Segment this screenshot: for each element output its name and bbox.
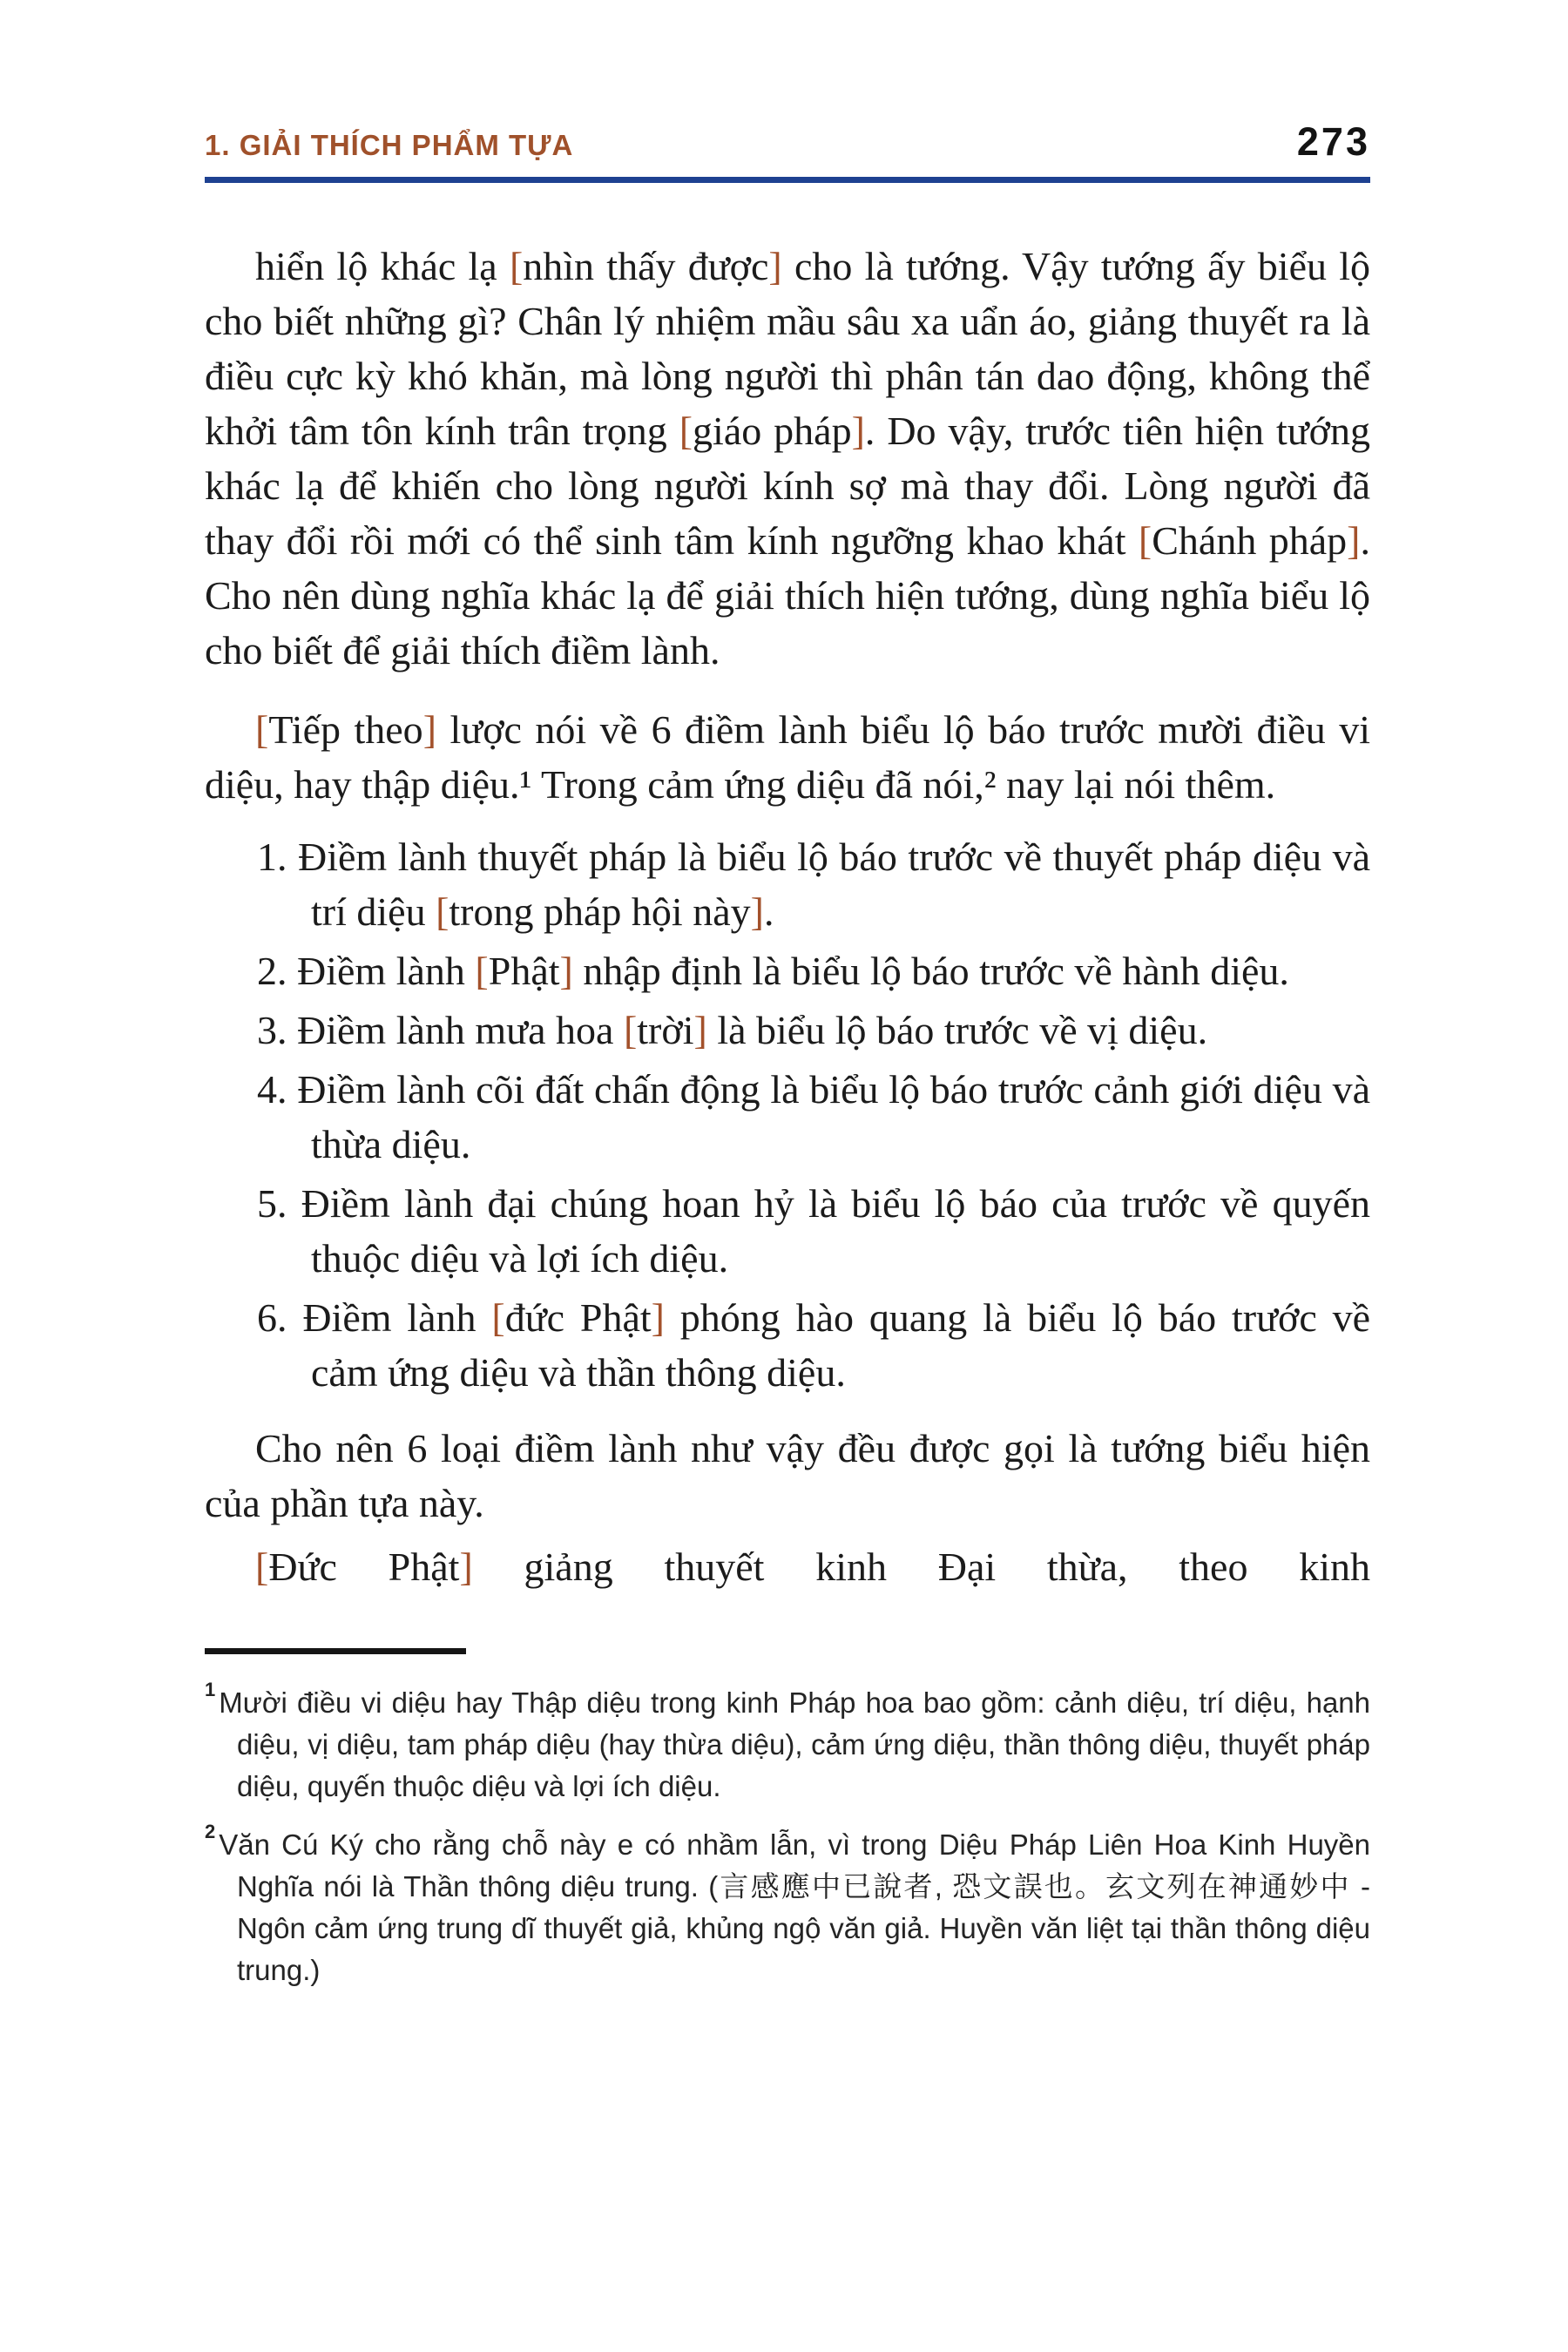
list-item xyxy=(205,1062,1370,1172)
footnote-text: Mười điều vi diệu hay Thập diệu trong kinh Pháp hoa bao gồm: cảnh diệu, trí diệu, hạnh diệu, vị diệu, tam pháp diệu (hay thừa diệu), cảm ứng diệu, thần thông diệu, thuyết pháp diệu, quyến thuộc diệu và lợi ích diệu. xyxy=(219,1686,1370,1803)
list-item-number: 2. xyxy=(257,949,287,993)
list-item xyxy=(205,829,1370,939)
list-item-number: 1. xyxy=(257,835,287,879)
list-item-text: Điềm lành [Phật] nhập định là biểu lộ báo trước về hành diệu. xyxy=(297,949,1289,993)
list-item-number: 5. xyxy=(257,1181,287,1226)
list-item-text: Điềm lành [đức Phật] phóng hào quang là biểu lộ báo trước về cảm ứng diệu và thần thông diệu. xyxy=(302,1295,1370,1395)
footnote xyxy=(205,1811,1370,1991)
footnote-marker: 2 xyxy=(205,1821,216,1843)
list-item-number: 6. xyxy=(257,1295,287,1340)
section-title: 1. GIẢI THÍCH PHẨM TỰA xyxy=(205,129,574,161)
page-content xyxy=(205,119,1371,1991)
list-item-number: 4. xyxy=(257,1067,287,1112)
sign-list xyxy=(205,829,1370,1400)
footnote xyxy=(205,1669,1370,1808)
footnotes xyxy=(205,1669,1370,1991)
list-item-text: Điềm lành cõi đất chấn động là biểu lộ báo trước cảnh giới diệu và thừa diệu. xyxy=(297,1067,1370,1166)
paragraph: [Tiếp theo] lược nói về 6 điềm lành biểu lộ báo trước mười điều vi diệu, hay thập diệu.¹ Trong cảm ứng diệu đã nói,² nay lại nói thêm. xyxy=(205,707,1370,807)
list-item-number: 3. xyxy=(257,1008,287,1052)
list-item xyxy=(205,943,1370,998)
footnote-marker: 1 xyxy=(205,1679,216,1700)
list-item xyxy=(205,1290,1370,1400)
header-rule xyxy=(205,177,1370,183)
footnote-text: Văn Cú Ký cho rằng chỗ này e có nhầm lẫn, vì trong Diệu Pháp Liên Hoa Kinh Huyền Nghĩa nói là Thần thông diệu trung. (言感應中已說者, 恐文誤也。玄文列在神通妙中 - Ngôn cảm ứng trung dĩ thuyết giả, khủng ngộ văn giả. Huyền văn liệt tại thần thông diệu trung.) xyxy=(219,1828,1370,1987)
paragraph: hiển lộ khác lạ [nhìn thấy được] cho là tướng. Vậy tướng ấy biểu lộ cho biết những gì? Chân lý nhiệm mầu sâu xa uẩn áo, giảng thuyết ra là điều cực kỳ khó khăn, mà lòng người thì phân tán dao động, không thể khởi tâm tôn kính trân trọng [giáo pháp]. Do vậy, trước tiên hiện tướng khác lạ để khiến cho lòng người kính sợ mà thay đổi. Lòng người đã thay đổi rồi mới có thể sinh tâm kính ngưỡng khao khát [Chánh pháp]. Cho nên dùng nghĩa khác lạ để giải thích hiện tướng, dùng nghĩa biểu lộ cho biết để giải thích điềm lành. xyxy=(205,244,1370,672)
list-item-text: Điềm lành đại chúng hoan hỷ là biểu lộ báo của trước về quyến thuộc diệu và lợi ích diệu. xyxy=(301,1181,1371,1281)
paragraph: [Đức Phật] giảng thuyết kinh Đại thừa, theo kinh xyxy=(255,1544,1370,1589)
list-item-text: Điềm lành thuyết pháp là biểu lộ báo trước về thuyết pháp diệu và trí diệu [trong pháp hội này]. xyxy=(298,835,1370,934)
list-item xyxy=(205,1003,1370,1058)
list-item-text: Điềm lành mưa hoa [trời] là biểu lộ báo trước về vị diệu. xyxy=(297,1008,1208,1052)
body-text xyxy=(205,239,1370,1594)
running-header xyxy=(205,119,1370,166)
footnote-divider xyxy=(205,1648,466,1654)
page-number: 273 xyxy=(1296,119,1370,164)
list-item xyxy=(205,1176,1370,1286)
paragraph: Cho nên 6 loại điềm lành như vậy đều được gọi là tướng biểu hiện của phần tựa này. xyxy=(205,1426,1370,1525)
